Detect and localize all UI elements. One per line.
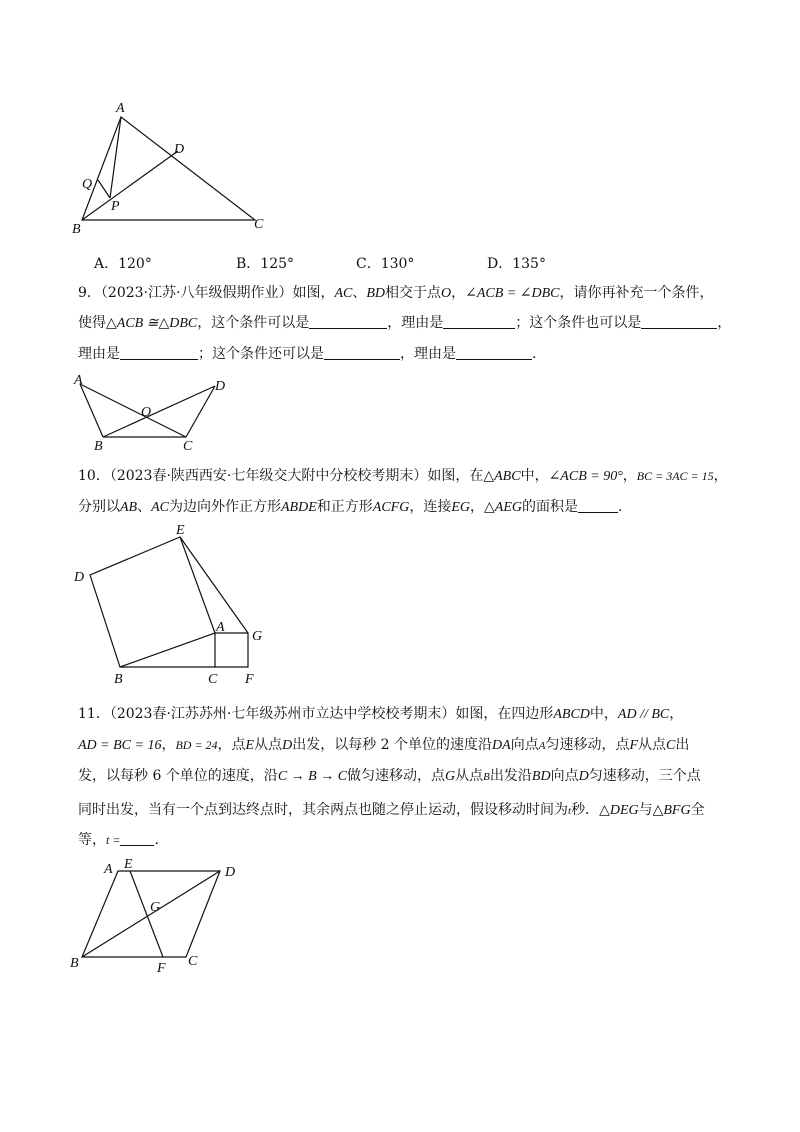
q9-label-o: O — [141, 405, 152, 420]
q8-option-d[interactable]: D．135° — [487, 256, 546, 272]
q9-line-3: 理由是 ；这个条件还可以是 ，理由是 . — [78, 346, 537, 362]
q11-label-g: G — [150, 900, 161, 915]
q11-label-c: C — [188, 954, 198, 969]
q10-figure — [70, 523, 280, 688]
q11-blank-1[interactable] — [120, 831, 154, 846]
q8-label-a: A — [116, 101, 125, 116]
q11-line-1: 11．（2023春·江苏苏州·七年级苏州市立达中学校校考期末）如图，在四边形ABCD中，AD // BC， — [78, 706, 684, 722]
q9-source: （2023·江苏·八年级假期作业）如图， — [100, 285, 335, 301]
q10-label-c: C — [208, 672, 218, 687]
q11-line-5: 等，t = . — [78, 832, 159, 848]
q8-label-p: P — [111, 199, 120, 214]
q9-blank-3[interactable] — [641, 314, 717, 329]
q9-blank-5[interactable] — [324, 345, 400, 360]
q9-blank-2[interactable] — [443, 314, 515, 329]
q9-label-a: A — [74, 373, 83, 388]
q10-label-f: F — [245, 672, 254, 687]
q9-label-d: D — [215, 379, 226, 394]
q10-label-e: E — [176, 523, 185, 538]
q11-label-f: F — [157, 961, 166, 976]
q10-blank-1[interactable] — [578, 498, 618, 513]
q10-label-g: G — [252, 629, 263, 644]
q11-line-4: 同时出发，当有一个点到达终点时，其余两点也随之停止运动，假设移动时间为t秒．△DEG与△BFG全 — [78, 802, 705, 818]
q11-source: （2023春·江苏苏州·七年级苏州市立达中学校校考期末）如图，在四边形 — [109, 706, 554, 722]
q10-label-b: B — [114, 672, 123, 687]
q9-blank-6[interactable] — [456, 345, 532, 360]
q11-label-d: D — [225, 865, 236, 880]
q9-blank-1[interactable] — [309, 314, 387, 329]
q10-number: 10． — [78, 468, 110, 484]
q10-source: （2023春·陕西西安·七年级交大附中分校校考期末）如图，在 — [109, 468, 484, 484]
q10-label-d: D — [74, 570, 85, 585]
q11-line-2: AD = BC = 16，BD = 24，点E从点D出发，以每秒 2 个单位的速度沿DA向点A匀速移动，点F从点C出 — [78, 737, 690, 753]
q11-label-a: A — [104, 862, 113, 877]
q8-option-a[interactable]: A．120° — [94, 256, 152, 272]
q9-blank-4[interactable] — [120, 345, 198, 360]
q9-line-1: 9．（2023·江苏·八年级假期作业）如图，AC、BD相交于点O，∠ACB = ∠DBC，请你再补充一个条件， — [78, 285, 714, 301]
q8-label-b: B — [72, 222, 81, 237]
q8-label-c: C — [254, 217, 264, 232]
q10-line-2: 分别以AB、AC为边向外作正方形ABDE和正方形ACFG，连接EG，△AEG的面积是 . — [78, 499, 623, 515]
q8-option-b[interactable]: B．125° — [236, 256, 295, 272]
q8-label-d: D — [174, 142, 185, 157]
q11-number: 11． — [78, 706, 110, 722]
q8-figure — [60, 95, 280, 245]
q11-figure — [68, 855, 248, 980]
q9-line-2: 使得△ACB ≅△DBC，这个条件可以是 ，理由是 ；这个条件也可以是 ， — [78, 315, 732, 331]
q11-label-e: E — [124, 857, 133, 872]
q10-line-1: 10．（2023春·陕西西安·七年级交大附中分校校考期末）如图，在△ABC中，∠ACB = 90°，BC = 3AC = 15， — [78, 468, 728, 484]
q11-line-3: 发，以每秒 6 个单位的速度，沿C → B → C做匀速移动，点G从点B出发沿BD向点D匀速移动，三个点 — [78, 768, 701, 784]
q10-label-a: A — [216, 620, 225, 635]
q9-label-b: B — [94, 439, 103, 454]
q8-label-q: Q — [82, 177, 93, 192]
q8-option-c[interactable]: C．130° — [356, 256, 415, 272]
q11-label-b: B — [70, 956, 79, 971]
q9-label-c: C — [183, 439, 193, 454]
q9-number: 9． — [78, 285, 101, 301]
q9-figure — [70, 372, 240, 454]
